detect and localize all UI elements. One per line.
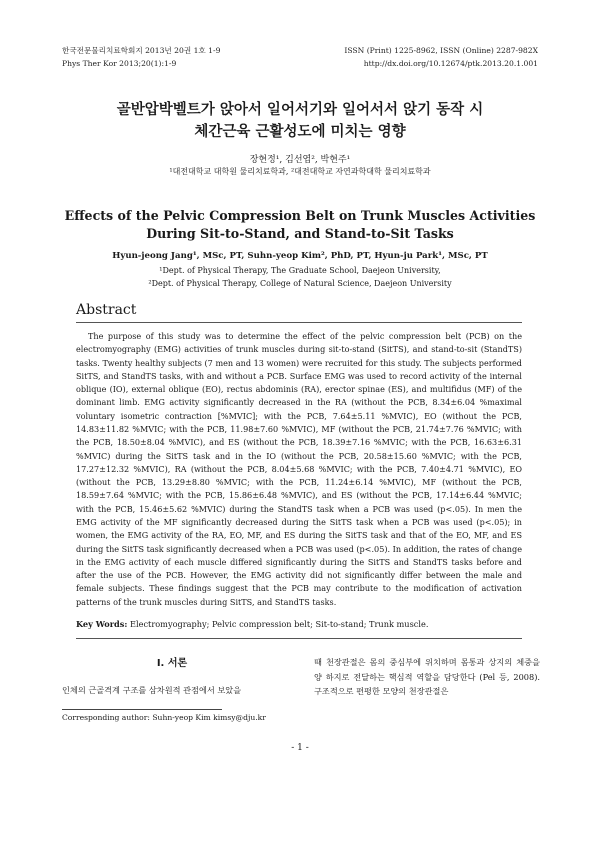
issn-line: ISSN (Print) 1225-8962, ISSN (Online) 2287-982X [344, 46, 538, 55]
journal-header-right [344, 44, 538, 70]
keywords [76, 619, 522, 629]
doi-line[interactable]: http://dx.doi.org/10.12674/ptk.2013.20.1.001 [363, 59, 538, 68]
english-title-line1: Effects of the Pelvic Compression Belt on Trunk Muscles Activities [64, 208, 536, 223]
abstract-divider [76, 322, 522, 323]
korean-authors: 장현정¹, 김선엽², 박현주¹ [249, 155, 351, 165]
abstract-heading: Abstract [76, 302, 137, 318]
corresponding-author-footnote: Corresponding author: Suhn-yeop Kim kimsy@dju.kr [62, 713, 266, 722]
intro-left-column: 인체의 근골격계 구조를 삼차원적 관점에서 보았을 [62, 685, 242, 695]
korean-title [0, 99, 600, 143]
keywords-divider [76, 638, 522, 639]
journal-header-left [62, 44, 220, 70]
abstract-text: The purpose of this study was to determine the effect of the pelvic compression belt (PCB) on the electromyography (EMG) activities of trunk muscles during sit-to-stand (SitTS), and stand-to-sit (StandTS) tasks. Twenty healthy subjects (7 men and 13 women) were recruited for this study. The subjects performed SitTS, and StandTS tasks, with and without a PCB. Surface EMG was used to record activity of the internal oblique (IO), external oblique (EO), rectus abdominis (RA), erector spinae (ES), and multifidus (MF) of the dominant limb. EMG activity significantly decreased in the RA (without the PCB, 8.34±6.04 %maximal voluntary isometric contraction [%MVIC]; with the PCB, 7.64±5.11 %MVIC), EO (without the PCB, 14.83±11.82 %MVIC; with the PCB, 11.98±7.60 %MVIC), MF (without the PCB, 21.74±7.76 %MVIC; with the PCB, 18.50±8.04 %MVIC), and ES (without the PCB, 18.39±7.16 %MVIC; with the PCB, 16.63±6.31 %MVIC) during the SitTS task and in the IO (without the PCB, 20.58±15.60 %MVIC; with the PCB, 17.27±12.32 %MVIC), RA (without the PCB, 8.04±5.68 %MVIC; with the PCB, 7.40±4.71 %MVIC), EO (without the PCB, 13.29±8.80 %MVIC; with the PCB, 11.24±6.14 %MVIC), MF (without the PCB, 18.59±7.64 %MVIC; with the PCB, 15.86±6.48 %MVIC), and ES (without the PCB, 17.14±6.44 %MVIC; with the PCB, 15.46±5.62 %MVIC) during the StandTS task when a PCB was used (p<.05). In men the EMG activity of the MF significantly decreased during the SitTS task when a PCB was used (p<.05); in women, the EMG activity of the RA, EO, MF, and ES during the SitTS task and that of the EO, MF, and ES during the SitTS task significantly decreased when a PCB was used (p<.05). In addition, the rates of change in the EMG activity of each muscle differed significantly during the SitTS and StandTS tasks before and after the use of the PCB. However, the EMG activity did not significantly differ between the male and female subjects. These findings suggest that the PCB may contribute to the modification of activation patterns of the trunk muscles during SitTS, and StandTS tasks. [76, 331, 522, 607]
english-affiliation-2: ²Dept. of Physical Therapy, College of Natural Science, Daejeon University [148, 279, 452, 288]
korean-affiliation: ¹대전대학교 대학원 물리치료학과, ²대전대학교 자연과학대학 물리치료학과 [169, 167, 431, 176]
journal-citation: Phys Ther Kor 2013;20(1):1-9 [62, 59, 177, 68]
english-title [0, 207, 600, 243]
korean-title-line1: 골반압박벨트가 앉아서 일어서기와 일어서서 앉기 동작 시 [116, 102, 484, 118]
introduction-heading: Ⅰ. 서론 [156, 658, 188, 669]
korean-title-line2: 체간근육 근활성도에 미치는 영향 [194, 124, 406, 140]
keywords-label: Key Words: [76, 619, 128, 629]
footnote-divider [62, 709, 222, 710]
page-number: - 1 - [291, 743, 309, 753]
journal-name-korean: 한국전문물리치료학회지 2013년 20권 1호 1-9 [62, 46, 221, 55]
intro-right-column: 때 천장관절은 몸의 중심부에 위치하며 몸통과 상지의 체중을 양 하지로 전달하는 핵심적 역할을 담당한다 (Pel 등, 2008). 구조적으로 편평한 모양의 천장관절은 [314, 657, 540, 696]
english-title-line2: During Sit-to-Stand, and Stand-to-Sit Tasks [146, 226, 454, 241]
english-authors: Hyun-jeong Jang¹, MSc, PT, Suhn-yeop Kim², PhD, PT, Hyun-ju Park¹, MSc, PT [112, 251, 488, 261]
english-affiliation-1: ¹Dept. of Physical Therapy, The Graduate School, Daejeon University, [159, 266, 441, 275]
keywords-text: Electromyography; Pelvic compression belt; Sit-to-stand; Trunk muscle. [127, 619, 429, 629]
